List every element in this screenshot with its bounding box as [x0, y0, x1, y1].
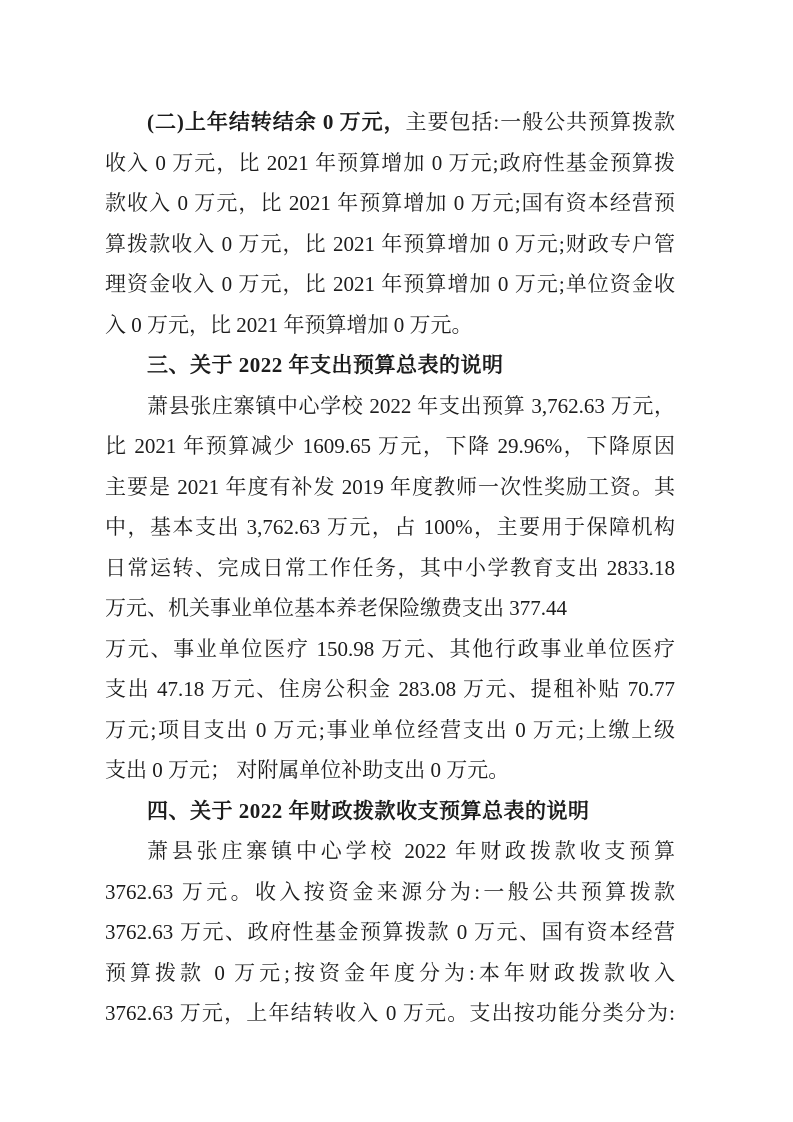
text-segment: 理资金收入 0 万元，比 2021 年预算增加 0 万元;单位资金收	[105, 272, 675, 296]
text-segment: 预算拨款 0 万元;按资金年度分为:本年财政拨款收入	[105, 960, 675, 985]
text-segment: 萧县张庄寨镇中心学校 2022 年财政拨款收支预算	[147, 839, 675, 863]
text-line	[105, 507, 675, 548]
text-line	[105, 831, 675, 872]
text-segment: 3762.63 万元、政府性基金预算拨款 0 万元、国有资本经营	[105, 920, 675, 944]
para-expenditure-budget	[105, 386, 675, 791]
text-segment: 支出 47.18 万元、住房公积金 283.08 万元、提租补贴 70.77	[105, 677, 675, 701]
text-segment: 三、关于 2022 年支出预算总表的说明	[147, 353, 504, 377]
section-heading	[105, 791, 675, 832]
text-line	[105, 102, 675, 143]
text-segment: 主要是 2021 年度有补发 2019 年度教师一次性奖励工资。其	[105, 474, 675, 499]
document-body	[105, 102, 675, 1034]
text-segment: 日常运转、完成日常工作任务，其中小学教育支出 2833.18	[105, 555, 675, 580]
text-line	[105, 264, 675, 305]
text-segment: 3762.63 万元，上年结转收入 0 万元。支出按功能分类分为:	[105, 1001, 675, 1025]
text-line	[105, 750, 675, 791]
text-line	[105, 953, 675, 994]
text-segment: 四、关于 2022 年财政拨款收支预算总表的说明	[147, 798, 590, 823]
para-carryover-balance	[105, 102, 675, 345]
text-segment: 萧县张庄寨镇中心学校 2022 年支出预算 3,762.63 万元，	[147, 393, 675, 418]
text-line	[105, 548, 675, 589]
text-segment: 主要包括:一般公共预算拨款	[405, 110, 675, 134]
text-line	[105, 467, 675, 508]
text-line	[105, 426, 675, 467]
text-line	[105, 305, 675, 346]
text-segment: 中，基本支出 3,762.63 万元，占 100%，主要用于保障机构	[105, 515, 675, 539]
text-line	[105, 993, 675, 1034]
text-line	[105, 629, 675, 670]
text-line	[105, 588, 675, 629]
text-line	[105, 669, 675, 710]
text-line	[105, 143, 675, 184]
text-segment: 万元、事业单位医疗 150.98 万元、其他行政事业单位医疗	[105, 636, 675, 661]
section-heading	[105, 345, 675, 386]
text-line	[105, 710, 675, 751]
text-segment: 入 0 万元，比 2021 年预算增加 0 万元。	[105, 312, 473, 337]
text-segment: 万元、机关事业单位基本养老保险缴费支出 377.44	[105, 596, 567, 620]
text-line	[105, 183, 675, 224]
text-segment: 万元;项目支出 0 万元;事业单位经营支出 0 万元;上缴上级	[105, 717, 675, 742]
text-segment: (二)上年结转结余 0 万元，	[147, 110, 406, 134]
text-line	[105, 912, 675, 953]
text-segment: 款收入 0 万元，比 2021 年预算增加 0 万元;国有资本经营预	[105, 191, 675, 215]
text-line	[105, 224, 675, 265]
text-line	[105, 386, 675, 427]
text-segment: 收入 0 万元，比 2021 年预算增加 0 万元;政府性基金预算拨	[105, 150, 675, 175]
text-segment: 比 2021 年预算减少 1609.65 万元，下降 29.96%，下降原因	[105, 434, 675, 458]
text-segment: 3762.63 万元。收入按资金来源分为:一般公共预算拨款	[105, 879, 675, 904]
text-segment: 支出 0 万元； 对附属单位补助支出 0 万元。	[105, 758, 510, 782]
para-fiscal-appropriation	[105, 831, 675, 1034]
heading-section-three	[105, 345, 675, 386]
text-segment: 算拨款收入 0 万元，比 2021 年预算增加 0 万元;财政专户管	[105, 231, 675, 256]
heading-section-four	[105, 791, 675, 832]
text-line	[105, 872, 675, 913]
